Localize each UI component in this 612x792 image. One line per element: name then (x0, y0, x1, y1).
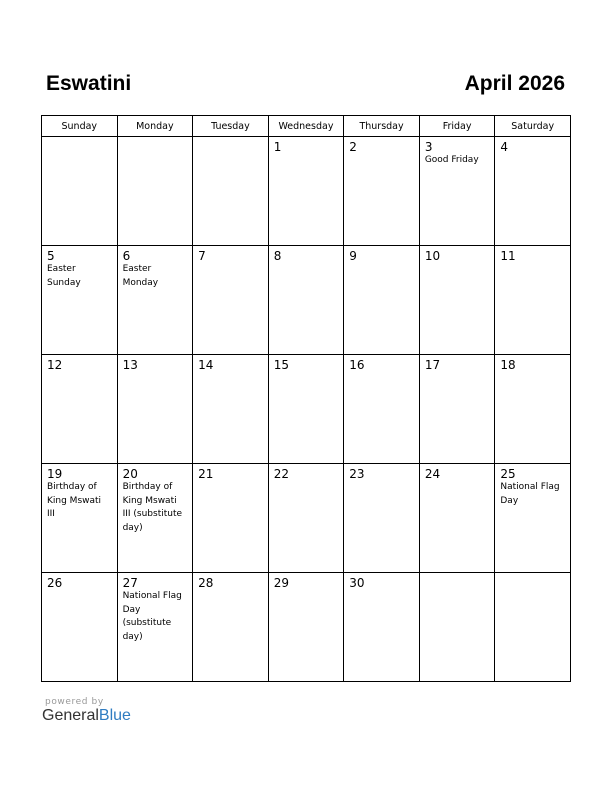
month-title: April 2026 (464, 72, 565, 95)
day-cell (495, 573, 571, 682)
day-cell (193, 355, 269, 464)
holiday-label: National Flag Day (500, 482, 560, 506)
day-number: 2 (349, 140, 357, 154)
day-cell (117, 573, 193, 682)
day-number: 11 (500, 249, 516, 263)
day-cell (117, 246, 193, 355)
weekday-header: Thursday (344, 116, 420, 137)
weekday-header: Saturday (495, 116, 571, 137)
day-number: 10 (424, 249, 441, 263)
day-number: 6 (122, 249, 131, 263)
day-number: 25 (500, 467, 516, 481)
holiday-label: Good Friday (424, 155, 479, 165)
holiday-label: Easter Monday (122, 264, 159, 288)
day-cell (42, 137, 118, 246)
day-number: 30 (349, 576, 365, 590)
day-number: 1 (273, 140, 282, 154)
holiday-label: National Flag Day (substitute day) (122, 591, 182, 642)
day-cell (419, 137, 495, 246)
day-number: 15 (273, 358, 289, 372)
weekday-header: Monday (117, 116, 193, 137)
day-number: 8 (273, 249, 282, 263)
country-title: Eswatini (46, 72, 132, 95)
weekday-header: Tuesday (193, 116, 269, 137)
day-cell (344, 573, 420, 682)
week-row (42, 246, 571, 355)
day-number: 23 (349, 467, 365, 481)
day-number: 16 (349, 358, 365, 372)
day-cell (268, 573, 344, 682)
holiday-label: Birthday of King Mswati III (substitute day) (122, 482, 183, 533)
day-number: 27 (122, 576, 138, 590)
day-cell (193, 464, 269, 573)
day-cell (268, 246, 344, 355)
day-number: 22 (273, 467, 289, 481)
day-number: 5 (47, 249, 55, 263)
day-cell (193, 137, 269, 246)
holiday-label: Easter Sunday (47, 264, 81, 288)
day-cell (419, 355, 495, 464)
day-number: 12 (47, 358, 63, 372)
day-number: 18 (500, 358, 516, 372)
day-number: 3 (424, 140, 433, 154)
brand-general-text: General (42, 707, 99, 724)
day-number: 19 (47, 467, 63, 481)
day-number: 20 (122, 467, 138, 481)
day-number: 28 (198, 576, 214, 590)
day-cell (495, 246, 571, 355)
brand-blue-text: Blue (98, 707, 131, 724)
generalblue-logo[interactable] (42, 707, 131, 725)
day-number: 13 (122, 358, 138, 372)
weekday-header: Wednesday (268, 116, 344, 137)
day-cell (495, 464, 571, 573)
day-cell (495, 137, 571, 246)
weekday-header-row (42, 116, 571, 137)
day-cell (419, 573, 495, 682)
day-cell (419, 246, 495, 355)
day-cell (42, 355, 118, 464)
day-cell (42, 464, 118, 573)
day-cell (42, 246, 118, 355)
calendar-grid (41, 115, 571, 682)
weekday-header: Friday (419, 116, 495, 137)
day-cell (344, 246, 420, 355)
day-cell (495, 355, 571, 464)
holiday-label: Birthday of King Mswati III (47, 482, 102, 519)
week-row (42, 137, 571, 246)
day-number: 26 (47, 576, 63, 590)
day-number: 24 (424, 467, 441, 481)
day-cell (268, 137, 344, 246)
day-cell (117, 355, 193, 464)
day-cell (344, 355, 420, 464)
powered-by-text: powered by (45, 697, 104, 707)
day-cell (193, 573, 269, 682)
day-cell (193, 246, 269, 355)
week-row (42, 464, 571, 573)
day-cell (268, 355, 344, 464)
day-number: 29 (273, 576, 289, 590)
day-cell (117, 137, 193, 246)
week-row (42, 573, 571, 682)
day-number: 14 (198, 358, 214, 372)
day-cell (42, 573, 118, 682)
day-cell (268, 464, 344, 573)
week-row (42, 355, 571, 464)
day-cell (344, 464, 420, 573)
day-number: 21 (198, 467, 214, 481)
day-cell (344, 137, 420, 246)
day-number: 17 (424, 358, 441, 372)
day-number: 9 (349, 249, 357, 263)
day-cell (117, 464, 193, 573)
weekday-header: Sunday (42, 116, 118, 137)
day-cell (419, 464, 495, 573)
day-number: 7 (198, 249, 206, 263)
day-number: 4 (500, 140, 509, 154)
